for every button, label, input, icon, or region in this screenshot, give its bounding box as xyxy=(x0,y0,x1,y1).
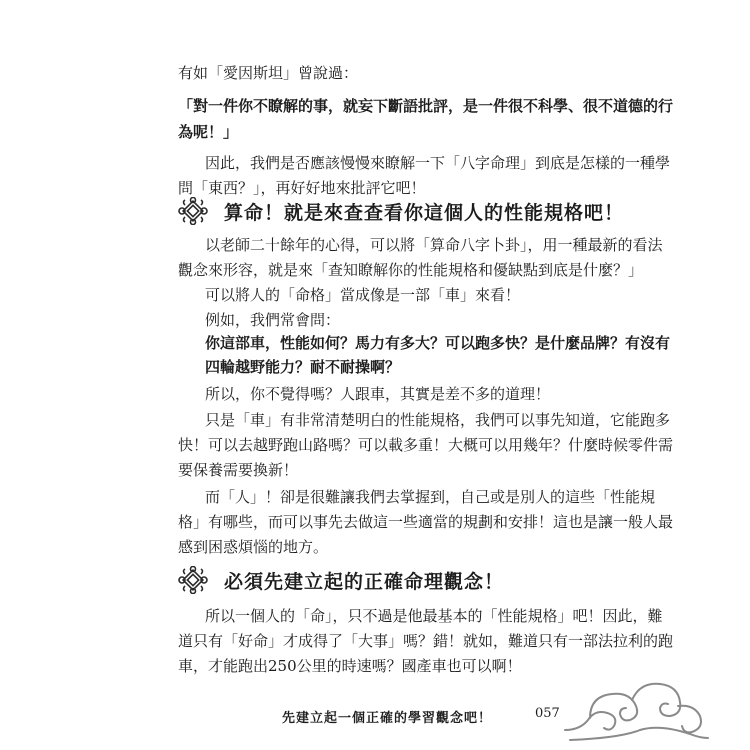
section-heading-2 xyxy=(178,565,578,595)
section1-question-line-1: 你這部車，性能如何？馬力有多大？可以跑多快？是什麼品牌？有沒有 xyxy=(205,334,671,352)
section1-para-a-line-1: 以老師二十餘年的心得，可以將「算命八字卜卦」，用一種最新的看法 xyxy=(205,236,663,254)
section2-para-line-3: 車，才能跑出250公里的時速嗎？國產車也可以啊！ xyxy=(178,657,522,675)
section1-para-g-line-3: 感到困惑煩惱的地方。 xyxy=(178,538,329,556)
section1-para-a-line-2: 觀念來形容，就是來「查知瞭解你的性能規格和優缺點到底是什麼？」 xyxy=(178,261,644,279)
einstein-quote-line-1: 「對一件你不瞭解的事，就妄下斷語批評，是一件很不科學、很不道德的行 xyxy=(178,97,674,115)
section1-para-f-line-2: 快！可以去越野跑山路嗎？可以載多重！大概可以用幾年？什麼時候零件需 xyxy=(178,436,674,454)
section1-para-e: 所以，你不覺得嗎？人跟車，其實是差不多的道理！ xyxy=(205,385,551,403)
knot-ornament-icon xyxy=(178,566,208,594)
page-number: 057 xyxy=(535,706,560,721)
section-heading-1 xyxy=(178,196,625,226)
section2-para-line-2: 道只有「好命」才成得了「大事」嗎？錯！就如，難道只有一部法拉利的跑 xyxy=(178,632,674,650)
einstein-intro: 有如「愛因斯坦」曾說過： xyxy=(178,64,359,82)
section2-para-line-1: 所以一個人的「命」，只不過是他最基本的「性能規格」吧！因此，難 xyxy=(205,607,663,625)
section1-para-g-line-1: 而「人」！卻是很難讓我們去掌握到，自己或是別人的這些「性能規 xyxy=(205,488,656,506)
section1-question-line-2: 四輪越野能力？耐不耐操啊？ xyxy=(205,358,401,376)
section1-para-f-line-3: 要保養需要換新！ xyxy=(178,461,299,479)
einstein-quote-line-2: 為呢！」 xyxy=(178,123,239,141)
intro-paragraph-line-2: 問「東西？」，再好好地來批評它吧！ xyxy=(178,179,426,197)
section1-para-f-line-1: 只是「車」有非常清楚明白的性能規格，我們可以事先知道，它能跑多 xyxy=(205,411,671,429)
section-title-1: 算命！就是來查查看你這個人的性能規格吧！ xyxy=(224,201,625,224)
section1-para-c: 例如，我們常會問： xyxy=(205,311,341,329)
intro-paragraph-line-1: 因此，我們是否應該慢慢來瞭解一下「八字命理」到底是怎樣的一種學 xyxy=(205,154,671,172)
cloud-swirl-icon xyxy=(560,668,710,748)
section1-para-b: 可以將人的「命格」當成像是一部「車」來看！ xyxy=(205,286,521,304)
section-title-2: 必須先建立起的正確命理觀念！ xyxy=(224,570,505,593)
section1-para-g-line-2: 格」有哪些，而可以事先去做這一些適當的規劃和安排！這也是讓一般人最 xyxy=(178,513,674,531)
running-footer-title: 先建立起一個正確的學習觀念吧！ xyxy=(282,711,493,726)
knot-ornament-icon xyxy=(178,197,208,225)
